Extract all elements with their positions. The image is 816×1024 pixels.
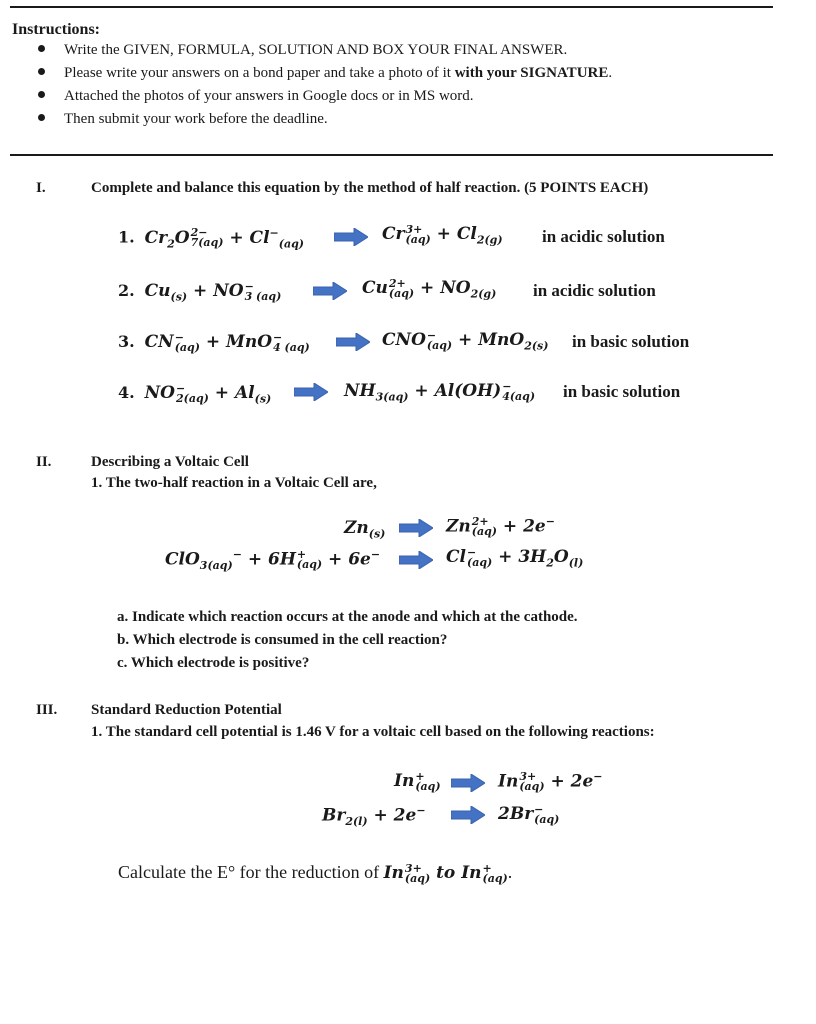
calculate-prompt: Calculate the E° for the reduction of In 3+ (aq) to In + (aq) . xyxy=(118,861,513,885)
equation-1-condition: in acidic solution xyxy=(542,227,665,246)
sub-question-b: b. Which electrode is consumed in the cell reaction? xyxy=(117,632,448,648)
half-reaction-in-products: In 3+ (aq) + 2e− xyxy=(498,770,603,794)
top-rule xyxy=(10,6,773,8)
reaction-arrow-icon xyxy=(294,383,328,401)
equation-2-products: Cu 2+ (aq) + $NO_{2(g)}$ xyxy=(362,276,497,301)
reaction-arrow-icon xyxy=(399,519,433,537)
divider-rule xyxy=(10,154,773,156)
reaction-arrow-icon xyxy=(451,774,485,792)
bullet-icon xyxy=(38,68,45,75)
equation-3: 3. CN − (aq) + MnO − 4 (aq) xyxy=(118,330,310,354)
instructions-title: Instructions: xyxy=(12,21,101,38)
half-reaction-zn-products: Zn 2+ (aq) + 2e− xyxy=(446,515,555,539)
sub-question-c: c. Which electrode is positive? xyxy=(117,655,310,671)
section-3-numeral: III. xyxy=(36,702,58,718)
half-reaction-clo3-products: Cl − (aq) + $3H_2O_{(l)}$ xyxy=(446,545,584,570)
half-reaction-br2: $Br_{2(l)} + 2e^-$ xyxy=(322,804,426,829)
reaction-arrow-icon xyxy=(451,806,485,824)
section-1-numeral: I. xyxy=(36,180,46,196)
equation-3-condition: in basic solution xyxy=(572,332,690,351)
equation-2: 2. $Cu_{(s)}$ + NO − 3 (aq) xyxy=(118,279,282,304)
half-reaction-clo3: ClO$_{3(aq)}$− + 6H + (aq) + 6e− xyxy=(165,548,381,573)
section-2-title: Describing a Voltaic Cell xyxy=(91,454,249,470)
half-reaction-in: In + (aq) xyxy=(394,769,441,793)
bullet-icon xyxy=(38,91,45,98)
equation-4-products: $NH_{3(aq)} + Al(OH)$ − 4(aq) xyxy=(344,379,536,404)
instruction-item: Then submit your work before the deadline. xyxy=(38,111,328,128)
section-1-title: Complete and balance this equation by the method of half reaction. (5 POINTS EACH) xyxy=(91,180,649,196)
section-3-title: Standard Reduction Potential xyxy=(91,702,282,718)
section-2-numeral: II. xyxy=(36,454,52,470)
equation-4-condition: in basic solution xyxy=(563,382,681,401)
instruction-item: Write the GIVEN, FORMULA, SOLUTION AND BOX YOUR FINAL ANSWER. xyxy=(38,42,567,59)
equation-2-condition: in acidic solution xyxy=(533,281,656,300)
reaction-arrow-icon xyxy=(313,282,347,300)
bullet-icon xyxy=(38,45,45,52)
instruction-item: Attached the photos of your answers in Google docs or in MS word. xyxy=(38,88,474,105)
section-2-question: 1. The two-half reaction in a Voltaic Cell are, xyxy=(91,475,377,491)
equation-4: 4. NO − 2(aq) + $Al_{(s)}$ xyxy=(118,381,272,406)
half-reaction-br2-products: 2Br − (aq) xyxy=(498,802,560,826)
reaction-arrow-icon xyxy=(336,333,370,351)
instruction-item: Please write your answers on a bond paper and take a photo of it with your SIGNATURE. xyxy=(38,65,612,82)
bullet-icon xyxy=(38,114,45,121)
equation-1: 1. $Cr_2O$ 2− 7(aq) + $Cl^-_{(aq)}$ xyxy=(118,226,304,251)
half-reaction-zn: $Zn_{(s)}$ xyxy=(344,518,386,541)
reaction-arrow-icon xyxy=(334,228,368,246)
equation-3-products: CNO − (aq) + MnO$_{2(s)}$ xyxy=(382,328,549,353)
equation-1-products: Cr 3+ (aq) + $Cl_{2(g)}$ xyxy=(382,222,503,247)
sub-question-a: a. Indicate which reaction occurs at the anode and which at the cathode. xyxy=(117,609,578,625)
reaction-arrow-icon xyxy=(399,551,433,569)
section-3-question: 1. The standard cell potential is 1.46 V for a voltaic cell based on the following reactions: xyxy=(91,724,655,740)
